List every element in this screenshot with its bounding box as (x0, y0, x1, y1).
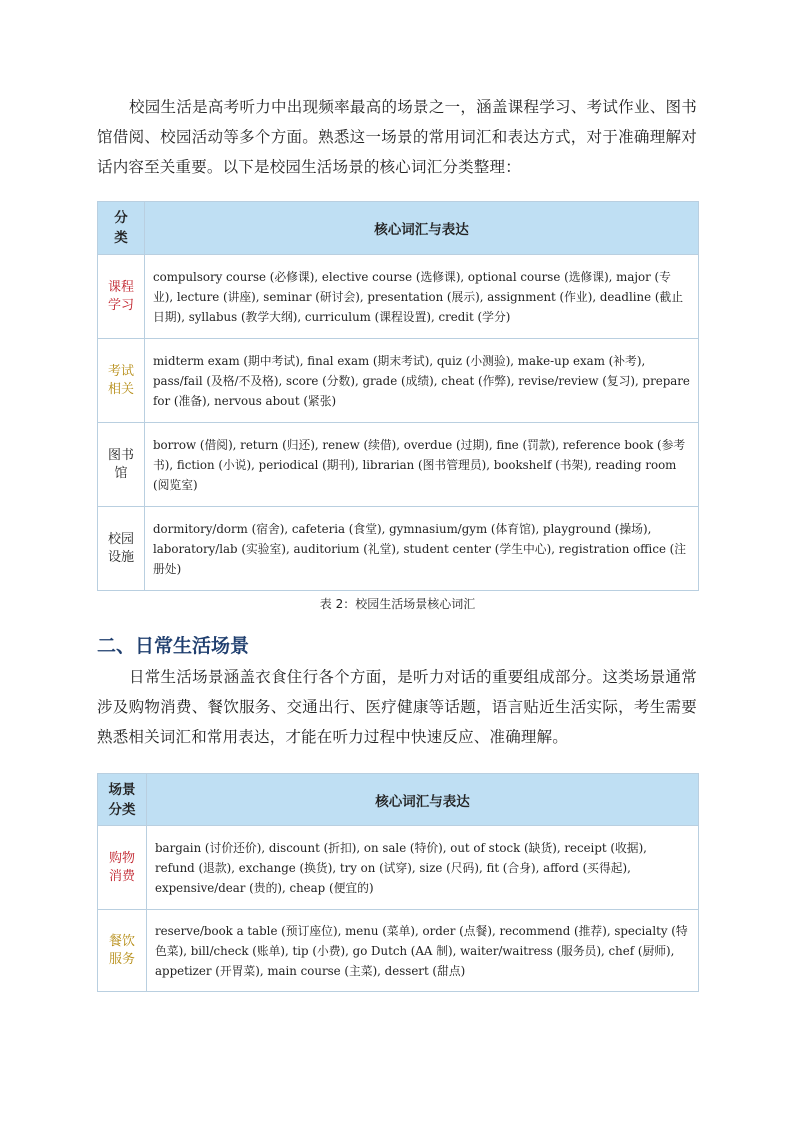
content-cell: dormitory/dorm (宿舍), cafeteria (食堂), gymnasium/gym (体育馆), playground (操场), laboratory/lab (实验室), auditorium (礼堂), student center (学生中心), registration office (注册处) (145, 507, 699, 591)
campus-vocab-table (97, 201, 699, 591)
table-caption: 表 2：校园生活场景核心词汇 (319, 597, 476, 611)
category-cell: 购物消费 (98, 826, 147, 910)
table-row (98, 255, 699, 339)
table-row (98, 910, 699, 992)
content-cell: midterm exam (期中考试), final exam (期末考试), quiz (小测验), make-up exam (补考), pass/fail (及格/不及格), score (分数), grade (成绩), cheat (作弊), revise/review (复习), prepare for (准备), nervous about (紧张) (145, 339, 699, 423)
category-cell: 餐饮服务 (98, 910, 147, 992)
table-header-row (98, 774, 699, 826)
content-cell: borrow (借阅), return (归还), renew (续借), overdue (过期), fine (罚款), reference book (参考书), fiction (小说), periodical (期刊), librarian (图书管理员), bookshelf (书架), reading room (阅览室) (145, 423, 699, 507)
table-row (98, 507, 699, 591)
category-cell: 课程学习 (98, 255, 145, 339)
header-category: 场景分类 (98, 774, 147, 826)
daily-life-vocab-table (97, 773, 699, 992)
section-heading: 二、日常生活场景 (97, 635, 250, 657)
content-cell: bargain (讨价还价), discount (折扣), on sale (特价), out of stock (缺货), receipt (收据), refund (退款), exchange (换货), try on (试穿), size (尺码), fit (合身), afford (买得起), expensive/dear (贵的), cheap (便宜的) (147, 826, 699, 910)
intro-paragraph: 校园生活是高考听力中出现频率最高的场景之一，涵盖课程学习、考试作业、图书馆借阅、校园活动等多个方面。熟悉这一场景的常用词汇和表达方式，对于准确理解对话内容至关重要。以下是校园生活场景的核心词汇分类整理： (97, 98, 697, 176)
header-category: 分类 (98, 202, 145, 255)
section-paragraph: 日常生活场景涵盖衣食住行各个方面，是听力对话的重要组成部分。这类场景通常涉及购物消费、餐饮服务、交通出行、医疗健康等话题，语言贴近生活实际，考生需要熟悉相关词汇和常用表达，才能在听力过程中快速反应、准确理解。 (97, 668, 697, 746)
category-cell: 图书馆 (98, 423, 145, 507)
content-cell: compulsory course (必修课), elective course (选修课), optional course (选修课), major (专业), lecture (讲座), seminar (研讨会), presentation (展示), assignment (作业), deadline (截止日期), syllabus (教学大纲), curriculum (课程设置), credit (学分) (145, 255, 699, 339)
table-row (98, 423, 699, 507)
table-row (98, 826, 699, 910)
header-content: 核心词汇与表达 (147, 774, 699, 826)
table-row (98, 339, 699, 423)
table-header-row (98, 202, 699, 255)
category-cell: 校园设施 (98, 507, 145, 591)
category-cell: 考试相关 (98, 339, 145, 423)
header-content: 核心词汇与表达 (145, 202, 699, 255)
content-cell: reserve/book a table (预订座位), menu (菜单), order (点餐), recommend (推荐), specialty (特色菜), bill/check (账单), tip (小费), go Dutch (AA 制), waiter/waitress (服务员), chef (厨师), appetizer (开胃菜), main course (主菜), dessert (甜点) (147, 910, 699, 992)
